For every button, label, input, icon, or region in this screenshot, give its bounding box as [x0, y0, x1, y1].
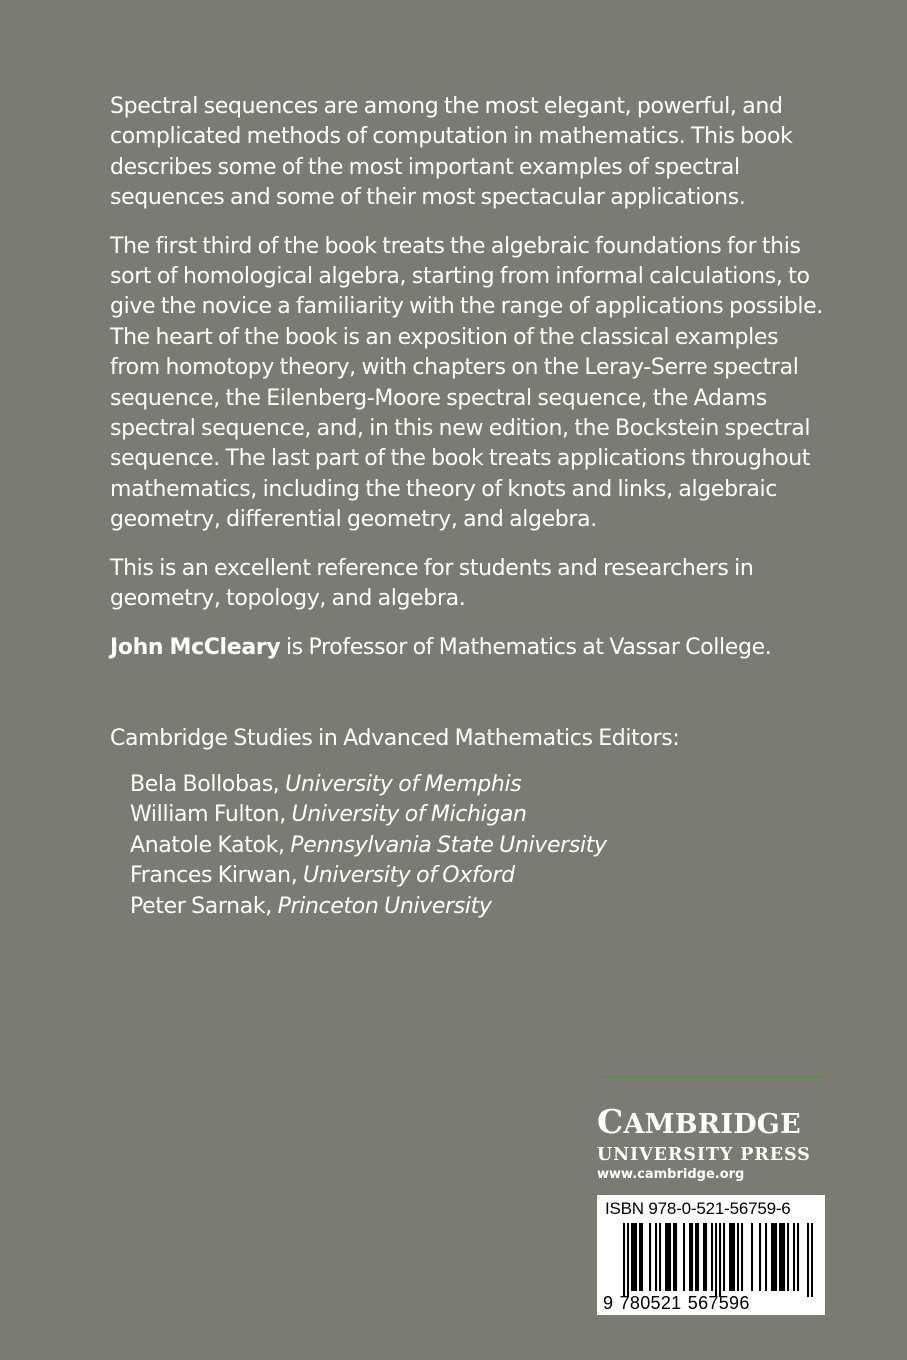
barcode-bar — [623, 1223, 625, 1297]
barcode-bar — [627, 1223, 629, 1297]
editor-entry — [130, 800, 607, 830]
barcode-bar — [775, 1223, 777, 1291]
barcode-bar — [811, 1223, 813, 1297]
barcode-bar — [733, 1223, 735, 1291]
barcode-bar — [715, 1223, 717, 1297]
barcode-bar — [719, 1223, 721, 1297]
editor-affiliation: University of Oxford — [303, 863, 515, 889]
barcode-bar — [635, 1223, 637, 1291]
barcode-bar — [737, 1223, 739, 1291]
isbn-label: ISBN 978-0-521-56759-6 — [605, 1199, 791, 1218]
barcode-bar — [771, 1223, 773, 1291]
barcode-bar — [655, 1223, 657, 1291]
barcode-bar — [631, 1223, 633, 1291]
editor-name: William Fulton, — [130, 802, 292, 828]
barcode-bar — [781, 1223, 783, 1291]
publisher-name-rest: AMBRIDGE — [623, 1109, 801, 1140]
barcode-bar — [723, 1223, 725, 1291]
editor-entry — [130, 770, 607, 800]
barcode-bar — [759, 1223, 761, 1291]
isbn-barcode — [597, 1195, 825, 1315]
editor-entry — [130, 861, 607, 891]
editor-affiliation: Princeton University — [277, 893, 492, 919]
barcode-bar — [691, 1223, 693, 1291]
editors-heading: Cambridge Studies in Advanced Mathematics Editors: — [110, 726, 680, 751]
barcode-bar — [659, 1223, 661, 1291]
barcode-bar — [697, 1223, 699, 1291]
editor-name: Frances Kirwan, — [130, 863, 303, 889]
publisher-website: www.cambridge.org — [597, 1167, 745, 1182]
editor-affiliation: Pennsylvania State University — [290, 832, 607, 858]
barcode-bar — [783, 1223, 785, 1291]
editors-list — [130, 770, 607, 922]
blurb-paragraph-2: The first third of the book treats the algebraic foundations for this sort of homological algebra, starting from informal calculations, to give the novice a familiarity with the range of applications possible. The heart of the book is an exposition of the classical examples from homotopy theory, with chapters on the Leray-Serre spectral sequence, the Eilenberg-Moore spectral sequence, the Adams spectral sequence, and, in this new edition, the Bockstein spectral sequence. The last part of the book treats applications throughout mathematics, including the theory of knots and links, algebraic geometry, differential geometry, and algebra. — [110, 233, 823, 533]
barcode-bar — [683, 1223, 685, 1291]
barcode-bar — [667, 1223, 669, 1291]
editor-entry — [130, 831, 607, 861]
barcode-bar — [779, 1223, 781, 1291]
barcode-bar — [633, 1223, 635, 1291]
author-name: John McCleary — [110, 634, 281, 660]
barcode-icon — [623, 1223, 813, 1297]
barcode-bar — [773, 1223, 775, 1291]
back-cover-blurb — [110, 92, 830, 681]
barcode-bar — [787, 1223, 789, 1291]
barcode-bar — [705, 1223, 707, 1291]
divider-rule — [597, 1076, 825, 1078]
barcode-bar — [673, 1223, 675, 1291]
barcode-bar — [711, 1223, 713, 1291]
barcode-digits: 9 780521 567596 — [603, 1293, 750, 1313]
author-bio-text: is Professor of Mathematics at Vassar College. — [280, 634, 772, 660]
editor-affiliation: University of Michigan — [291, 802, 527, 828]
publisher-logo — [597, 1104, 827, 1184]
editor-name: Bela Bollobas, — [130, 772, 286, 797]
publisher-name — [597, 1104, 827, 1143]
barcode-bar — [807, 1223, 809, 1297]
barcode-bar — [641, 1223, 643, 1291]
editor-name: Peter Sarnak, — [130, 893, 278, 919]
blurb-paragraph-3: This is an excellent reference for students and researchers in geometry, topology, and algebra. — [110, 555, 754, 612]
editor-name: Anatole Katok, — [130, 832, 291, 858]
barcode-bar — [639, 1223, 641, 1291]
publisher-subtitle: UNIVERSITY PRESS — [597, 1145, 811, 1165]
publisher-name-initial: C — [597, 1102, 624, 1141]
barcode-bar — [751, 1223, 753, 1291]
blurb-paragraph-1: Spectral sequences are among the most elegant, powerful, and complicated methods of computation in mathematics. This book describes some of the most important examples of spectral sequences and some of their most spectacular applications. — [110, 94, 793, 211]
barcode-bar — [765, 1223, 767, 1291]
barcode-bar — [675, 1223, 677, 1291]
barcode-bar — [689, 1223, 691, 1291]
barcode-bar — [703, 1223, 705, 1291]
barcode-bar — [665, 1223, 667, 1291]
barcode-bar — [669, 1223, 671, 1291]
barcode-bar — [729, 1223, 731, 1291]
author-bio — [110, 633, 830, 663]
barcode-bar — [793, 1223, 795, 1291]
barcode-bar — [649, 1223, 651, 1291]
barcode-bar — [741, 1223, 743, 1291]
barcode-bar — [731, 1223, 733, 1291]
editor-entry — [130, 892, 607, 922]
barcode-bar — [695, 1223, 697, 1291]
editor-affiliation: University of Memphis — [285, 772, 522, 797]
barcode-bar — [797, 1223, 799, 1291]
